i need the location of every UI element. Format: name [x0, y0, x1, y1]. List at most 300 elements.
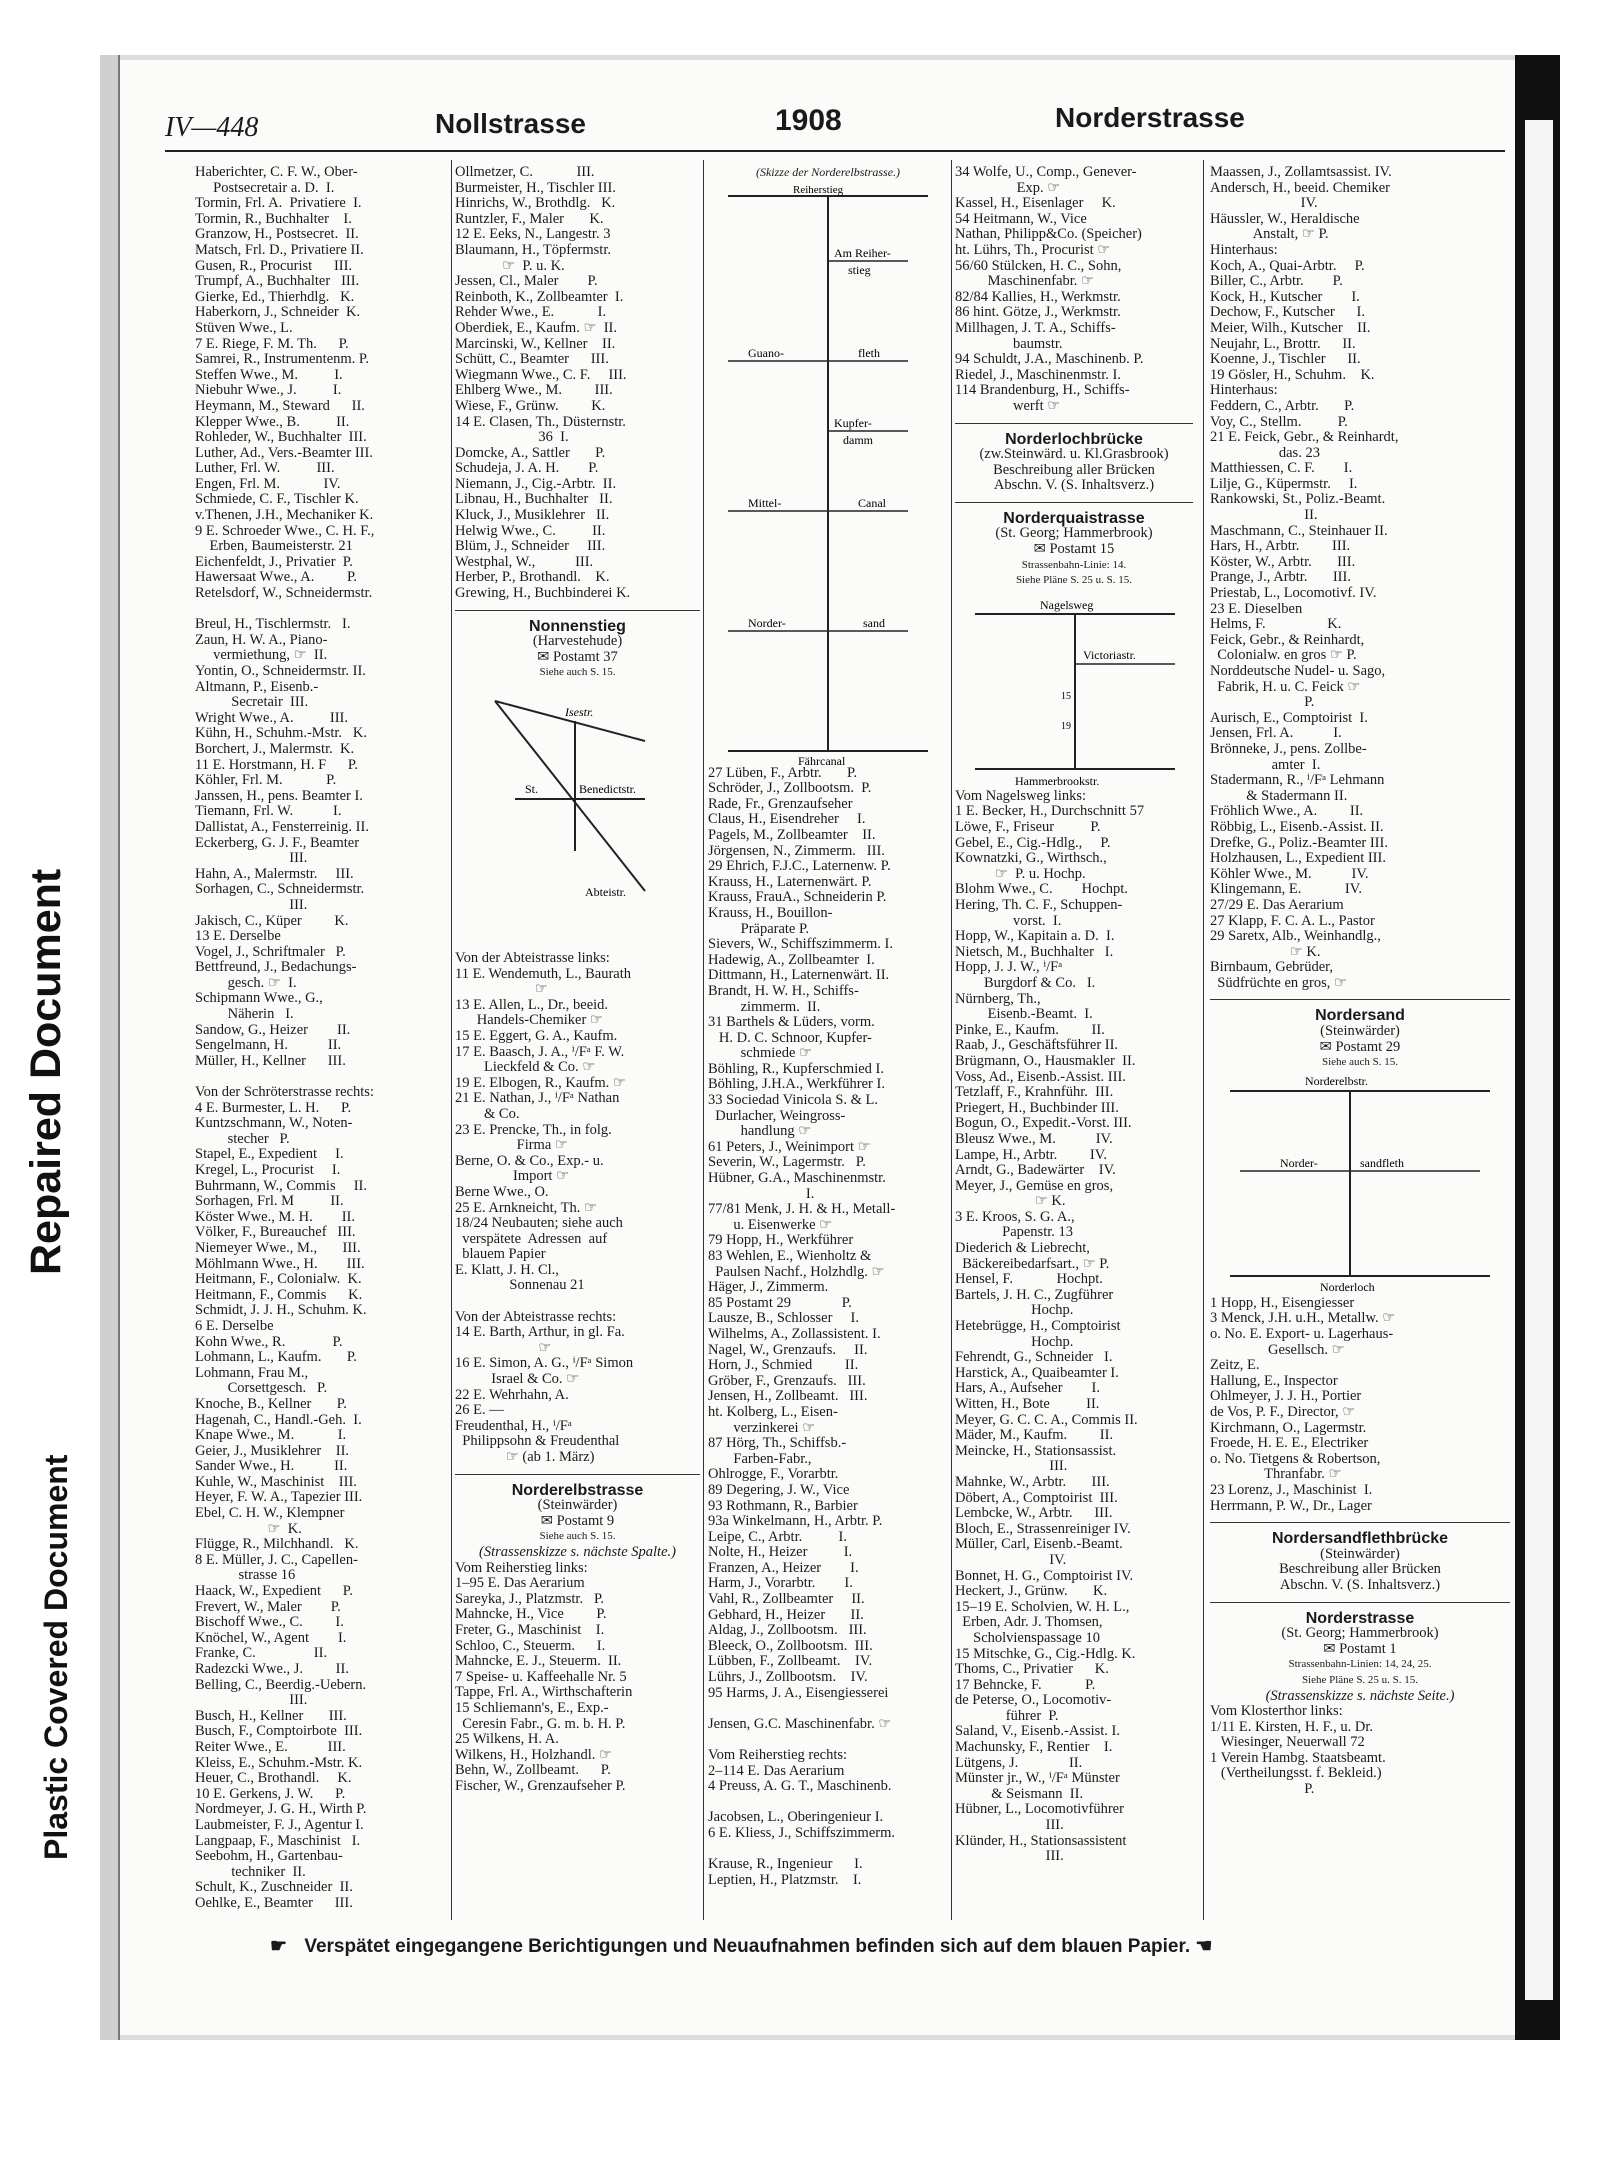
entry-line: Nietsch, M., Buchhalter I.: [955, 944, 1114, 960]
sketch-svg: [955, 589, 1193, 789]
entry-line: o. No. Tietgens & Robertson,: [1210, 1451, 1381, 1467]
entry-line: Reiter Wwe., E. III.: [195, 1739, 346, 1755]
entry-line: 54 Heitmann, W., Vice: [955, 211, 1087, 227]
entry-line: 14 E. Barth, Arthur, in gl. Fa.: [455, 1325, 625, 1341]
entry-line: Koch, A., Quai-Arbtr. P.: [1210, 258, 1365, 274]
entry-line: Eckerberg, G. J. F., Beamter: [195, 835, 360, 851]
entry-line: Eichenfeldt, J., Privatier P.: [195, 554, 353, 570]
entry-line: Hübner, G.A., Maschinenmstr.: [708, 1171, 886, 1187]
entry-line: strasse 16: [195, 1568, 296, 1584]
entry-line: Vom Reiherstieg rechts:: [708, 1748, 848, 1763]
section-sub: (Harvestehude): [532, 633, 623, 650]
entry-line: Gebel, E., Cig.-Hdlg., P.: [955, 835, 1111, 851]
entry-line: Schult, K., Zuschneider II.: [195, 1880, 353, 1896]
footer-notice: [270, 1935, 1510, 1958]
entry-line: vorst. I.: [955, 913, 1062, 929]
entry-line: Secretair III.: [195, 695, 309, 711]
entry-line: Jensen, Frl. A. I.: [1210, 726, 1342, 742]
entry-line: Bleusz Wwe., M. IV.: [955, 1131, 1113, 1147]
entry-line: ☞ K.: [195, 1521, 302, 1537]
entry-line: & Stadermann II.: [1210, 788, 1348, 804]
entry-line: 19 E. Elbogen, R., Kaufm. ☞: [455, 1075, 626, 1091]
entry-line: Andersch, H., beeid. Chemiker: [1210, 180, 1390, 196]
entry-line: 14 E. Clasen, Th., Düsternstr.: [455, 414, 626, 430]
entry-line: Lohmann, Frau M.,: [195, 1365, 309, 1381]
section-title-nordersandflethbruecke: Nordersandflethbrücke: [1271, 1530, 1449, 1548]
entry-line: techniker II.: [195, 1864, 306, 1880]
entry-line: Lausze, B., Schlosser I.: [708, 1311, 860, 1327]
entry-line: III.: [195, 897, 308, 913]
entry-line: H. D. C. Schnoor, Kupfer-: [708, 1030, 872, 1046]
entry-line: 31 Barthels & Lüders, vorm.: [708, 1015, 875, 1031]
entry-line: Wright Wwe., A. III.: [195, 710, 348, 726]
entry-line: Hadewig, A., Zollbeamter I.: [708, 952, 875, 968]
entry-line: Döbert, A., Comptoirist III.: [955, 1490, 1118, 1506]
entry-line: Wilhelms, A., Zollassistent. I.: [708, 1326, 881, 1342]
sketch-label: 15: [1061, 690, 1071, 702]
entry-line: Exp. ☞: [955, 180, 1061, 196]
entry-line: Heitmann, F., Colonialw. K.: [195, 1272, 362, 1288]
entry-line: vermiethung, ☞ II.: [195, 648, 328, 664]
entry-line: Kleiss, E., Schuhm.-Mstr. K.: [195, 1755, 363, 1771]
entry-line: Sievers, W., Schiffszimmerm. I.: [708, 937, 893, 953]
entry-line: Lampe, H., Arbtr. IV.: [955, 1147, 1107, 1163]
entry-line: 19 Gösler, H., Schuhm. K.: [1210, 367, 1375, 383]
entry-line: Häussler, W., Heraldische: [1210, 211, 1360, 227]
sketch-svg: [455, 681, 700, 951]
entry-line: Jakisch, C., Küper K.: [195, 913, 349, 929]
entry-line: 10 E. Gerkens, J. W. P.: [195, 1786, 346, 1802]
entry-line: Stüven Wwe., L.: [195, 320, 293, 336]
sketch-label: Benedictstr.: [579, 782, 636, 796]
entry-line: Koenne, J., Tischler II.: [1210, 352, 1361, 368]
entry-line: 23 E. Dieselben: [1210, 601, 1303, 617]
entry-line: Reinboth, K., Zollbeamter I.: [455, 289, 624, 305]
entry-line: Bogun, O., Expedit.-Vorst. III.: [955, 1116, 1132, 1132]
entry-line: Vom Nagelsweg links:: [955, 788, 1087, 804]
entry-line: Altmann, P., Eisenb.-: [195, 679, 319, 695]
entry-line: 4 E. Burmester, L. H. P.: [195, 1100, 352, 1116]
entry-line: Laubmeister, F. J., Agentur I.: [195, 1817, 364, 1833]
section-sub: (St. Georg; Hammerbrook): [1281, 1625, 1439, 1642]
entry-line: 21 E. Nathan, J., ⁱ/Fᵃ Nathan: [455, 1091, 620, 1107]
entry-line: Kirchmann, O., Lagermstr.: [1210, 1420, 1367, 1436]
entry-line: [708, 1795, 948, 1811]
section-rule: [955, 423, 1193, 424]
entry-line: Bartels, J. H. C., Zugführer: [955, 1287, 1114, 1303]
entry-line: Philippsohn & Freudenthal: [455, 1434, 620, 1450]
entry-line: Herber, P., Brothandl. K.: [455, 570, 610, 586]
entry-line: Bleeck, O., Zollbootsm. III.: [708, 1638, 873, 1654]
entry-line: Lütgens, J. II.: [955, 1755, 1083, 1771]
entry-line: ☞: [455, 1340, 552, 1356]
entry-line: Thoms, C., Privatier K.: [955, 1662, 1109, 1678]
footer-text: Verspätet eingegangene Berichtigungen und Neuaufnahmen befinden sich auf dem blauen Papier.: [304, 1936, 1191, 1957]
see-also: Siehe auch S. 15.: [539, 1530, 616, 1543]
entry-line: [708, 1701, 948, 1717]
entry-line: Hinterhaus:: [1210, 242, 1278, 258]
entry-line: Machunsky, F., Rentier I.: [955, 1740, 1113, 1756]
entry-line: Birnbaum, Gebrüder,: [1210, 960, 1334, 976]
entry-line: Thranfabr. ☞: [1210, 1467, 1342, 1483]
entry-line: Engen, Frl. M. IV.: [195, 476, 341, 492]
entry-line: Horn, J., Schmied II.: [708, 1358, 859, 1374]
entry-line: Hars, H., Arbtr. III.: [1210, 539, 1351, 555]
entry-line: 8 E. Müller, J. C., Capellen-: [195, 1552, 358, 1568]
entry-line: Wiesinger, Neuerwall 72: [1210, 1735, 1365, 1751]
entry-line: Granzow, H., Postsecret. II.: [195, 227, 359, 243]
entry-line: Freter, G., Maschinist I.: [455, 1622, 605, 1638]
entry-line: Feick, Gebr., & Reinhardt,: [1210, 632, 1365, 648]
entry-line: Bäckereibedarfsart., ☞ P.: [955, 1256, 1110, 1272]
entry-line: das. 23: [1210, 445, 1320, 461]
entry-line: Stapel, E., Expedient I.: [195, 1147, 344, 1163]
entry-line: Hinterhaus:: [1210, 383, 1278, 399]
entry-line: [195, 602, 450, 618]
sketch-caption: (Skizze der Norderelbstrasse.): [755, 165, 901, 179]
entry-line: Hensel, F. Hochpt.: [955, 1272, 1103, 1288]
entry-line: Millhagen, J. T. A., Schiffs-: [955, 320, 1116, 336]
entry-line: Diederich & Liebrecht,: [955, 1241, 1090, 1257]
entry-line: Hetebrügge, H., Comptoirist: [955, 1319, 1121, 1335]
entry-line: Zaun, H. W. A., Piano-: [195, 632, 328, 648]
entry-line: Geier, J., Musiklehrer II.: [195, 1443, 350, 1459]
entry-line: Blüm, J., Schneider III.: [455, 539, 606, 555]
sketch-label: St.: [525, 782, 539, 796]
repaired-document-label: Repaired Document: [22, 868, 70, 1275]
entry-line: Berne, O. & Co., Exp.- u.: [455, 1153, 604, 1169]
entry-line: Libnau, H., Buchhalter II.: [455, 492, 613, 508]
section-line: (zw.Steinwärd. u. Kl.Grasbrook): [979, 446, 1169, 463]
sketch-label: Abteistr.: [585, 885, 626, 899]
entry-line: Anstalt, ☞ P.: [1210, 227, 1329, 243]
entry-line: Wiese, F., Grünw. K.: [455, 398, 606, 414]
entry-line: Breul, H., Tischlermstr. I.: [195, 617, 351, 633]
entry-line: Köster, W., Arbtr. III.: [1210, 554, 1356, 570]
entry-line: Trumpf, A., Buchhalter III.: [195, 274, 360, 290]
section-sub: (Steinwärder): [1320, 1545, 1400, 1562]
entry-line: Zeitz, E.: [1210, 1358, 1260, 1374]
header-street-left: Nollstrasse: [435, 108, 586, 139]
sketch-label: Victoriastr.: [1083, 647, 1136, 662]
entry-line: Hering, Th. C. F., Schuppen-: [955, 898, 1123, 913]
entry-line: Krauss, H., Bouillon-: [708, 905, 833, 921]
entry-line: Maschinenfabr. ☞: [955, 274, 1095, 290]
entry-line: Hopp, W., Kapitain a. D. I.: [955, 929, 1115, 945]
entry-line: Norddeutsche Nudel- u. Sago,: [1210, 664, 1386, 679]
entry-line: Matsch, Frl. D., Privatiere II.: [195, 242, 364, 258]
entry-line: Lohmann, L., Kaufm. P.: [195, 1350, 357, 1366]
entry-line: Riedel, J., Maschinenmstr. I.: [955, 367, 1121, 383]
entry-line: Harstick, A., Quaibeamter I.: [955, 1365, 1119, 1381]
entry-line: 15–19 E. Scholvien, W. H. L.,: [955, 1599, 1130, 1615]
entry-line: 77/81 Menk, J. H. & H., Metall-: [708, 1202, 896, 1218]
entry-line: Mäder, M., Kaufm. II.: [955, 1428, 1114, 1444]
entry-line: 7 Speise- u. Kaffeehalle Nr. 5: [455, 1669, 627, 1685]
entry-line: E. Klatt, J. H. Cl.,: [455, 1262, 559, 1278]
entry-line: Näherin I.: [195, 1007, 294, 1023]
sketch-label: stieg: [848, 262, 871, 277]
entry-line: Köhler, Frl. M. P.: [195, 773, 337, 789]
entry-line: Hahn, A., Malermstr. III.: [195, 866, 354, 882]
entry-line: Nordmeyer, J. G. H., Wirth P.: [195, 1802, 367, 1818]
entry-line: Hübner, L., Locomotivführer: [955, 1802, 1124, 1818]
column-2: [455, 165, 700, 1915]
entry-line: 1/11 E. Kirsten, H. F., u. Dr.: [1210, 1719, 1374, 1735]
entry-line: Pagels, M., Zollbeamter II.: [708, 827, 876, 843]
street-sketch-norderelbstrasse: [708, 181, 948, 766]
entry-line: Leipe, C., Arbtr. I.: [708, 1529, 847, 1545]
entry-line: & Seismann II.: [955, 1786, 1084, 1802]
entry-line: Papenstr. 13: [955, 1225, 1074, 1241]
entry-line: Münster jr., W., ⁱ/Fᵃ Münster: [955, 1771, 1120, 1787]
entry-line: werft ☞: [955, 398, 1061, 414]
entry-line: Maassen, J., Zollamtsassist. IV.: [1210, 165, 1392, 180]
entry-line: baumstr.: [955, 336, 1063, 352]
entry-line: 1–95 E. Das Aerarium: [455, 1576, 585, 1592]
section-title-nonnenstieg: Nonnenstieg: [529, 617, 626, 635]
entry-line: Meyer, G. C. C. A., Commis II.: [955, 1412, 1138, 1428]
entry-line: Böhling, R., Kupferschmied I.: [708, 1061, 884, 1077]
entry-line: II.: [1210, 508, 1318, 524]
postamt-label: ✉ Postamt 9: [540, 1512, 615, 1529]
entry-line: Priegert, H., Buchbinder III.: [955, 1100, 1119, 1116]
entry-line: III.: [955, 1849, 1064, 1865]
entry-line: Ohlmeyer, J. J. H., Portier: [1210, 1389, 1362, 1405]
entry-line: Schudeja, J. A. H. P.: [455, 461, 599, 477]
entry-line: 83 Wehlen, E., Wienholtz &: [708, 1249, 872, 1264]
section-title-norderlochbruecke: Norderlochbrücke: [1005, 430, 1143, 448]
entry-line: Köhler Wwe., M. IV.: [1210, 866, 1369, 882]
section-sub: (Steinwärder): [537, 1497, 618, 1514]
entry-line: Priestab, L., Locomotivf. IV.: [1210, 586, 1377, 602]
sketch-label: Norder-: [1280, 1155, 1318, 1170]
entry-line: Flügge, R., Milchhandl. K.: [195, 1537, 359, 1553]
entry-line: 93a Winkelmann, H., Arbtr. P.: [708, 1514, 883, 1530]
entry-line: Klepper Wwe., B. II.: [195, 414, 350, 430]
entry-line: Möhlmann Wwe., H. III.: [195, 1256, 365, 1272]
entry-line: 36 I.: [455, 430, 569, 446]
entry-line: Röbbig, L., Eisenb.-Assist. II.: [1210, 819, 1384, 835]
sketch-note: (Strassenskizze s. nächste Spalte.): [479, 1543, 676, 1560]
entry-line: Von der Schröterstrasse rechts:: [195, 1085, 374, 1101]
entry-line: Tetzlaff, F., Krahnführ. III.: [955, 1085, 1114, 1101]
entry-line: 29 Saretx, Alb., Weinhandlg.,: [1210, 929, 1381, 945]
entry-line: Mahncke, H., Vice P.: [455, 1607, 607, 1623]
entry-line: Maschmann, C., Steinhauer II.: [1210, 523, 1388, 539]
entry-line: Fehrendt, G., Schneider I.: [955, 1350, 1113, 1366]
entry-line: 12 E. Eeks, N., Langestr. 3: [455, 227, 611, 243]
entry-line: Arndt, G., Badewärter IV.: [955, 1163, 1116, 1179]
entry-line: Aurisch, E., Comptoirist I.: [1210, 710, 1368, 726]
entry-line: Nürnberg, Th.,: [955, 991, 1041, 1007]
entry-line: Tappe, Frl. A., Wirthschafterin: [455, 1685, 633, 1701]
entry-line: Israel & Co. ☞: [455, 1372, 580, 1388]
entry-line: Matthiessen, C. F. I.: [1210, 461, 1353, 477]
sketch-label: Am Reiher-: [834, 245, 891, 260]
entry-line: 27 Klapp, F. C. A. L., Pastor: [1210, 913, 1375, 929]
entry-line: Kock, H., Kutscher I.: [1210, 289, 1360, 305]
entry-line: [195, 1069, 450, 1085]
entry-line: Fischer, W., Grenzaufseher P.: [455, 1778, 626, 1794]
street-sketch-norderquaistrasse: [955, 589, 1193, 789]
entry-line: Corsettgesch. P.: [195, 1381, 328, 1397]
see-also: Siehe Pläne S. 25 u. S. 15.: [1015, 574, 1133, 587]
entry-line: Nathan, Philipp&Co. (Speicher): [955, 227, 1142, 243]
entry-line: Vahl, R., Zollbeamter II.: [708, 1592, 865, 1608]
section-title-norderstrasse: Norderstrasse: [1305, 1609, 1415, 1627]
entry-line: Niemann, J., Cig.-Arbtr. II.: [455, 476, 617, 492]
entry-line: 1 Hopp, H., Eisengiesser: [1210, 1295, 1355, 1311]
column-4: [955, 165, 1193, 1915]
entry-line: III.: [955, 1818, 1064, 1834]
entry-line: zimmerm. II.: [708, 999, 821, 1015]
entry-line: Busch, F., Comptoirbote III.: [195, 1724, 363, 1740]
column-rule: [951, 160, 952, 1920]
entry-line: Pinke, E., Kaufm. II.: [955, 1022, 1105, 1038]
entry-line: Sonnenau 21: [455, 1278, 585, 1294]
sketch-label: fleth: [858, 345, 880, 360]
entry-line: ☞ P. u. K.: [455, 258, 565, 274]
section-rule: [1210, 999, 1510, 1000]
entry-line: ☞ K.: [955, 1194, 1066, 1210]
entry-line: Runtzler, F., Maler K.: [455, 211, 604, 227]
entry-line: gesch. ☞ I.: [195, 975, 297, 991]
entry-line: 95 Harms, J. A., Eisengiesserei: [708, 1685, 889, 1701]
entry-line: Krauss, H., Laternenwärt. P.: [708, 874, 872, 890]
entry-line: 15 E. Eggert, G. A., Kaufm.: [455, 1028, 618, 1044]
section-line: Abschn. V. (S. Inhaltsverz.): [993, 477, 1155, 494]
see-also: Siehe Pläne S. 25 u. S. 15.: [1301, 1673, 1419, 1686]
entry-line: Gröber, F., Grenzaufs. III.: [708, 1373, 866, 1389]
entry-line: Müller, H., Kellner III.: [195, 1053, 346, 1069]
sketch-svg: [708, 181, 948, 766]
adjacent-page-edge: [1525, 120, 1553, 2000]
entry-line: Kluck, J., Musiklehrer II.: [455, 508, 610, 524]
entry-line: Kassel, H., Eisenlager K.: [955, 196, 1116, 212]
entry-line: Tormin, Frl. A. Privatiere I.: [195, 196, 362, 212]
section-title-nordersand: Nordersand: [1315, 1007, 1405, 1025]
entry-line: 82/84 Kallies, H., Werkmstr.: [955, 289, 1121, 305]
sketch-label: Isestr.: [565, 705, 594, 719]
entry-line: Niemeyer Wwe., M., III.: [195, 1240, 361, 1256]
entry-line: Postsecretair a. D. I.: [195, 180, 335, 196]
entry-line: Eisenb.-Beamt. I.: [955, 1007, 1093, 1023]
entry-line: Böhling, J.H.A., Werkführer I.: [708, 1077, 885, 1093]
section-line: Beschreibung aller Brücken: [993, 461, 1155, 478]
entry-line: Luther, Frl. W. III.: [195, 461, 335, 477]
entry-line: Stadermann, R., ⁱ/Fᵃ Lehmann: [1210, 773, 1385, 789]
section-rule: [455, 610, 700, 611]
entry-line: Hochp.: [955, 1334, 1074, 1350]
entry-line: Nagel, W., Grenzaufs. II.: [708, 1342, 868, 1358]
entry-line: 86 hint. Götze, J., Werkmstr.: [955, 305, 1121, 321]
entry-line: Kohn Wwe., R. P.: [195, 1334, 343, 1350]
entry-line: Yontin, O., Schneidermstr. II.: [195, 664, 366, 679]
entry-line: 56/60 Stülcken, H. C., Sohn,: [955, 258, 1122, 274]
section-rule: [1210, 1522, 1510, 1523]
sketch-label: Reiherstieg: [793, 183, 844, 196]
entry-line: Hochp.: [955, 1303, 1074, 1319]
entry-line: 89 Degering, J. W., Vice: [708, 1482, 850, 1498]
entry-line: 34 Wolfe, U., Comp., Genever-: [955, 165, 1137, 180]
pointing-hand-icon: ☚: [1195, 1936, 1213, 1957]
entry-line: 114 Brandenburg, H., Schiffs-: [955, 383, 1130, 399]
entry-line: 17 Behncke, F. P.: [955, 1677, 1096, 1693]
entry-line: Vom Reiherstieg links:: [455, 1560, 588, 1576]
entry-line: Jensen, G.C. Maschinenfabr. ☞: [708, 1716, 892, 1732]
entry-line: 3 Menck, J.H. u.H., Metallw. ☞: [1210, 1311, 1396, 1327]
entry-line: Aldag, J., Zollbootsm. III.: [708, 1623, 867, 1639]
entry-line: Bischoff Wwe., C. I.: [195, 1615, 344, 1631]
entry-line: Colonialw. en gros ☞ P.: [1210, 648, 1357, 664]
entry-line: Dallistat, A., Fensterreinig. II.: [195, 819, 369, 835]
entry-line: Ohlrogge, F., Vorarbtr.: [708, 1467, 839, 1483]
entry-line: Krauss, FrauA., Schneiderin P.: [708, 890, 887, 906]
column-1: [195, 165, 450, 1915]
entry-line: 33 Sociedad Vinicola S. & L.: [708, 1093, 879, 1109]
entry-line: Haberichter, C. F. W., Ober-: [195, 165, 358, 180]
entry-line: 61 Peters, J., Weinimport ☞: [708, 1139, 871, 1155]
entry-line: Sorhagen, Frl. M II.: [195, 1194, 344, 1210]
left-binding-strip: [100, 55, 120, 2040]
entry-line: 6 E. Derselbe: [195, 1318, 274, 1334]
entry-line: ht. Kolberg, L., Eisen-: [708, 1404, 838, 1420]
entry-line: führer P.: [955, 1708, 1059, 1724]
entry-line: 6 E. Kliess, J., Schiffszimmerm.: [708, 1825, 896, 1841]
entry-line: Rehder Wwe., E. I.: [455, 305, 607, 321]
entry-line: Helms, F. K.: [1210, 617, 1342, 633]
entry-line: Heckert, J., Grünw. K.: [955, 1584, 1108, 1600]
entry-line: Wilkens, H., Holzhandl. ☞: [455, 1747, 612, 1763]
entry-line: 3 E. Kroos, S. G. A.,: [955, 1209, 1075, 1225]
entry-line: Schloo, C., Steuerm. I.: [455, 1638, 606, 1654]
entry-line: Biller, C., Arbtr. P.: [1210, 274, 1343, 290]
entry-line: Schmiede, C. F., Tischler K.: [195, 492, 359, 508]
entry-line: Klünder, H., Stationsassistent: [955, 1833, 1127, 1849]
section-rule: [455, 1474, 700, 1475]
entry-line: Gierke, Ed., Thierhdlg. K.: [195, 289, 355, 305]
entry-line: 93 Rothmann, R., Barbier: [708, 1498, 858, 1514]
entry-line: Brügmann, O., Hausmakler II.: [955, 1053, 1136, 1069]
entry-line: Schütt, C., Beamter III.: [455, 352, 609, 368]
section-sub: (St. Georg; Hammerbrook): [995, 525, 1153, 542]
entry-line: III.: [955, 1459, 1068, 1475]
pointing-hand-icon: ☛: [270, 1936, 288, 1957]
page-number: IV—448: [165, 112, 259, 143]
sketch-label: Guano-: [748, 345, 784, 360]
entry-line: Präparate P.: [708, 921, 810, 937]
entry-line: Durlacher, Weingross-: [708, 1108, 846, 1124]
entry-line: Lührs, J., Zollbootsm. IV.: [708, 1670, 868, 1686]
entry-line: 9 E. Schroeder Wwe., C. H. F.,: [195, 523, 375, 539]
section-title-norderquaistrasse: Norderquaistrasse: [1003, 509, 1145, 527]
entry-line: Witten, H., Bote II.: [955, 1397, 1100, 1412]
entry-line: Heyer, F. W. A., Tapezier III.: [195, 1490, 363, 1506]
entry-line: Fabrik, H. u. C. Feick ☞: [1210, 679, 1361, 695]
entry-line: Müller, Carl, Eisenb.-Beamt.: [955, 1537, 1123, 1553]
entry-line: Wiegmann Wwe., C. F. III.: [455, 367, 627, 383]
entry-line: Erben, Adr. J. Thomsen,: [955, 1615, 1103, 1631]
section-title-norderelbstrasse: Norderelbstrasse: [511, 1481, 644, 1499]
sketch-svg: [1210, 1071, 1510, 1296]
tram-lines: Strassenbahn-Linien: 14, 24, 25.: [1288, 1658, 1432, 1671]
entry-line: Mahncke, E. J., Steuerm. II.: [455, 1654, 622, 1670]
entry-line: Rohleder, W., Buchhalter III.: [195, 430, 367, 446]
postamt-label: ✉ Postamt 15: [1033, 541, 1115, 558]
entry-line: verzinkerei ☞: [708, 1420, 816, 1436]
entry-line: ht. Lührs, Th., Procurist ☞: [955, 242, 1111, 258]
